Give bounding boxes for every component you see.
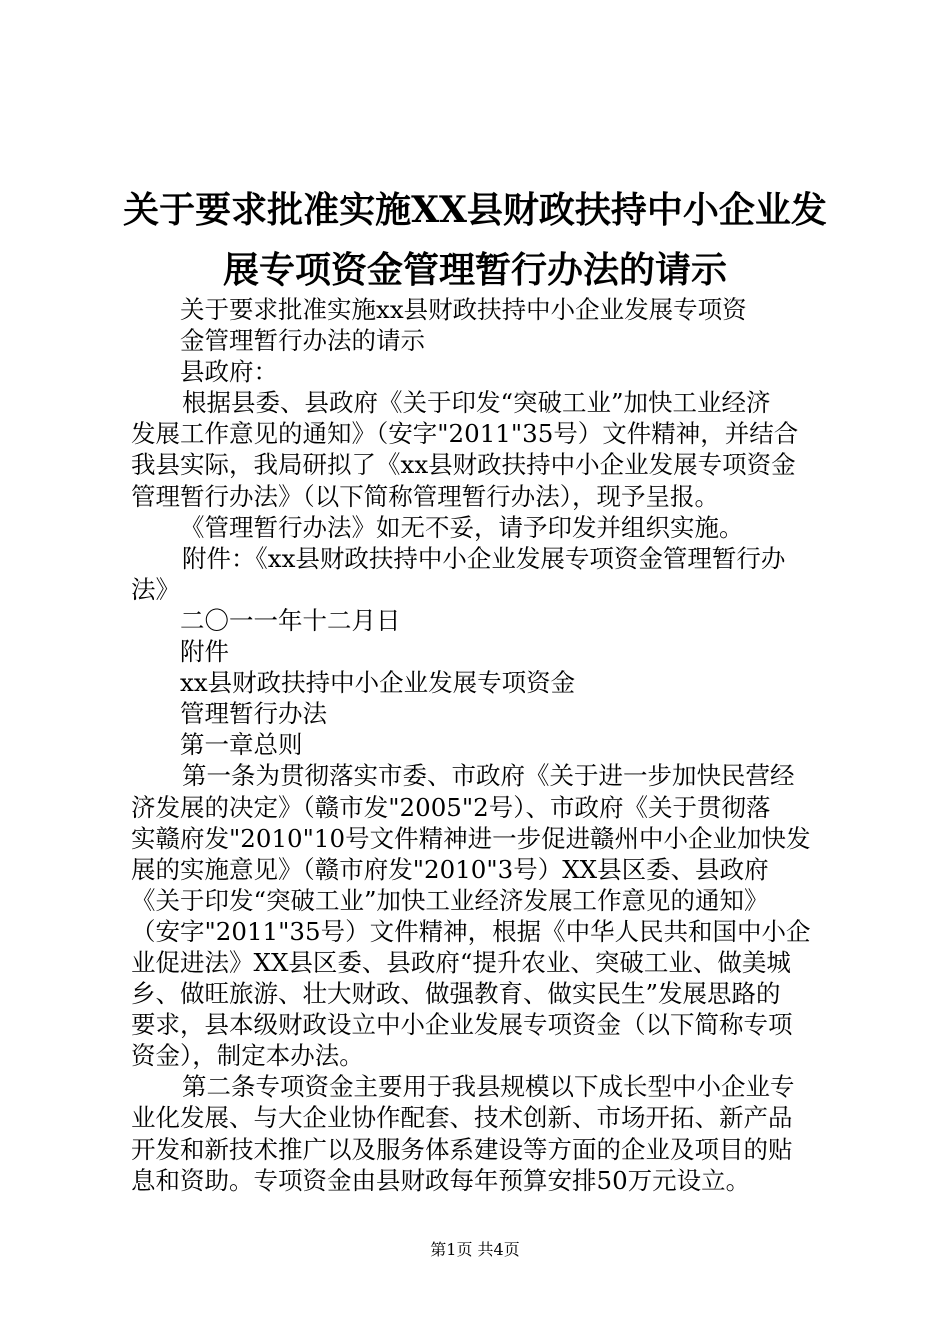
article-line: 业促进法》XX县区委、县政府“提升农业、突破工业、做美城 <box>131 947 791 977</box>
document-body <box>131 294 831 1196</box>
article-line: 《关于印发“突破工业”加快工业经济发展工作意见的通知》 <box>131 885 769 915</box>
article-line: 济发展的决定》（赣市发"2005"2号）、市政府《关于贯彻落 <box>131 792 771 822</box>
chapter-heading: 第一章总则 <box>180 730 303 760</box>
addressee: 县政府： <box>180 357 278 387</box>
article-line: 开发和新技术推广以及服务体系建设等方面的企业及项目的贴 <box>131 1134 793 1164</box>
attachment-title-line: 管理暂行办法 <box>180 699 327 729</box>
article-line: 第二条专项资金主要用于我县规模以下成长型中小企业专 <box>182 1072 795 1102</box>
paragraph-line: 发展工作意见的通知》（安字"2011"35号）文件精神，并结合 <box>131 419 799 449</box>
paragraph-line: 根据县委、县政府《关于印发“突破工业”加快工业经济 <box>182 388 771 418</box>
article-line: （安字"2011"35号）文件精神，根据《中华人民共和国中小企 <box>131 916 811 946</box>
subtitle-line: 关于要求批准实施xx县财政扶持中小企业发展专项资 <box>180 295 747 324</box>
article-line: 展的实施意见》（赣市府发"2010"3号）XX县区委、县政府 <box>131 854 769 884</box>
attachment-label: 附件 <box>180 637 229 667</box>
date-line: 二〇一一年十二月日 <box>180 605 401 635</box>
attachment-title-line: xx县财政扶持中小企业发展专项资金 <box>180 668 576 698</box>
article-line: 要求，县本级财政设立中小企业发展专项资金（以下简称专项 <box>131 1010 793 1040</box>
paragraph-line: 《管理暂行办法》如无不妥，请予印发并组织实施。 <box>180 512 744 542</box>
paragraph-line: 我县实际，我局研拟了《xx县财政扶持中小企业发展专项资金 <box>131 450 796 480</box>
article-line: 业化发展、与大企业协作配套、技术创新、市场开拓、新产品 <box>131 1103 793 1133</box>
document-title-line-2: 展专项资金管理暂行办法的请示 <box>222 249 727 291</box>
article-line: 实赣府发"2010"10号文件精神进一步促进赣州中小企业加快发 <box>131 823 811 853</box>
article-line: 资金），制定本办法。 <box>131 1041 364 1071</box>
document-title-line-1: 关于要求批准实施XX县财政扶持中小企业发 <box>123 189 827 231</box>
page-number-footer: 第1页 共4页 <box>430 1240 520 1259</box>
subtitle-line: 金管理暂行办法的请示 <box>180 326 425 356</box>
attachment-line: 法》 <box>131 574 180 604</box>
attachment-line: 附件：《xx县财政扶持中小企业发展专项资金管理暂行办 <box>182 543 786 573</box>
article-line: 第一条为贯彻落实市委、市政府《关于进一步加快民营经 <box>182 761 795 791</box>
article-line: 乡、做旺旅游、壮大财政、做强教育、做实民生”发展思路的 <box>131 979 781 1009</box>
article-line: 息和资助。专项资金由县财政每年预算安排50万元设立。 <box>131 1165 751 1195</box>
paragraph-line: 管理暂行办法》（以下简称管理暂行办法），现予呈报。 <box>131 481 719 511</box>
